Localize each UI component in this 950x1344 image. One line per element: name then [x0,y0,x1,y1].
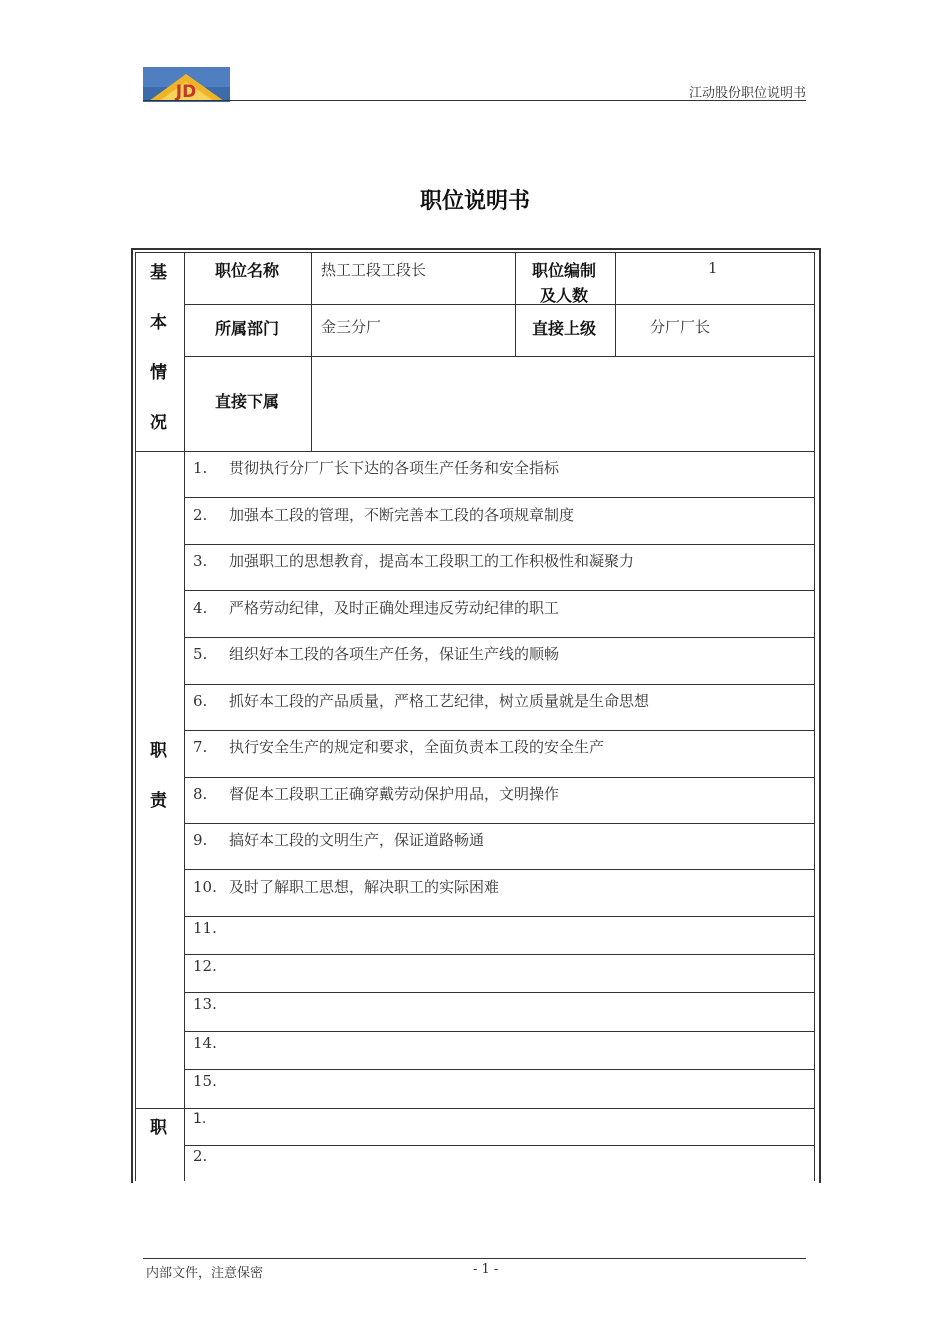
duty-text: 抓好本工段的产品质量，严格工艺纪律，树立质量就是生命思想 [229,692,650,710]
authority-num: 2. [193,1147,208,1165]
grid-line [184,304,814,305]
section-label-basic-4: 况 [150,413,167,433]
duty-text: 贯彻执行分厂厂长下达的各项生产任务和安全指标 [229,459,560,477]
grid-line [184,1031,814,1032]
grid-line [184,869,814,870]
grid-line [184,954,814,955]
grid-line [135,451,815,452]
duty-text: 组织好本工段的各项生产任务，保证生产线的顺畅 [229,645,560,663]
duty-num: 10. [193,878,217,896]
duty-item [193,957,229,975]
grid-line [184,637,814,638]
duty-text: 及时了解职工思想，解决职工的实际困难 [229,878,500,896]
section-label-basic-2: 本 [150,313,167,333]
department-value: 金三分厂 [321,318,382,336]
duty-num: 7. [193,738,208,756]
duty-num: 13. [193,995,217,1013]
header-rule [143,100,806,101]
authority-num: 1. [193,1111,207,1127]
section-label-duties-2: 责 [150,791,167,811]
duty-text: 督促本工段职工正确穿戴劳动保护用品，文明操作 [229,785,560,803]
grid-line [135,1108,815,1109]
duty-text: 加强本工段的管理，不断完善本工段的各项规章制度 [229,506,575,524]
department-label: 所属部门 [215,319,280,338]
duty-item [193,504,574,525]
duty-item [193,1034,229,1052]
section-label-authority: 职 [150,1118,167,1138]
duty-num: 6. [193,692,208,710]
headcount-label-line1: 职位编制 [532,261,597,280]
grid-line [184,1069,814,1070]
grid-line [184,497,814,498]
label-column-divider [184,252,185,1181]
duty-text: 执行安全生产的规定和要求，全面负责本工段的安全生产 [229,738,605,756]
duty-item [193,690,649,711]
duty-item [193,550,634,571]
duty-num: 9. [193,831,208,849]
grid-line [184,730,814,731]
footer-confidential: 内部文件，注意保密 [146,1266,264,1281]
header-title: 江动股份职位说明书 [688,86,806,101]
grid-line [311,252,312,451]
position-name-label: 职位名称 [215,261,280,280]
duty-num: 2. [193,506,208,524]
grid-line [184,1145,814,1146]
duty-item [193,457,559,478]
logo-text: JD [175,82,197,102]
page-number: - 1 - [473,1262,499,1277]
grid-line [184,356,814,357]
supervisor-label: 直接上级 [532,319,597,338]
authority-item [193,1147,229,1165]
duty-num: 12. [193,957,217,975]
grid-line [184,823,814,824]
duty-item [193,643,559,664]
position-name-value: 热工工段工段长 [321,261,427,279]
grid-line [184,590,814,591]
duty-num: 8. [193,785,208,803]
headcount-value: 1 [708,259,718,277]
duty-text: 搞好本工段的文明生产，保证道路畅通 [229,831,485,849]
company-logo [143,67,230,102]
grid-line [184,544,814,545]
duty-num: 15. [193,1072,217,1090]
section-label-duties-1: 职 [150,741,167,761]
duty-item [193,597,559,618]
duty-num: 3. [193,552,208,570]
duty-item [193,919,229,937]
duty-item [193,1072,229,1090]
table-inner-top [135,252,815,253]
duty-item [193,995,229,1013]
duty-num: 1. [193,459,208,477]
duty-num: 5. [193,645,208,663]
footer-rule [143,1258,806,1259]
duty-item [193,736,604,757]
grid-line [184,916,814,917]
subordinates-label: 直接下属 [215,392,280,411]
duty-num: 11. [193,919,217,937]
grid-line [184,992,814,993]
grid-line [184,684,814,685]
section-label-basic-3: 情 [150,363,167,383]
supervisor-value: 分厂厂长 [650,318,711,336]
section-label-basic-1: 基 [150,263,167,283]
duty-item [193,876,499,897]
grid-line [184,777,814,778]
duty-num: 14. [193,1034,217,1052]
authority-item [193,1111,229,1127]
duty-text: 严格劳动纪律，及时正确处理违反劳动纪律的职工 [229,599,560,617]
table-inner-left [135,252,136,1181]
duty-item [193,829,484,850]
duty-num: 4. [193,599,208,617]
duty-item [193,783,559,804]
headcount-label-line2: 及人数 [540,286,589,305]
table-inner-right [814,252,815,1181]
page-title: 职位说明书 [419,189,530,214]
duty-text: 加强职工的思想教育，提高本工段职工的工作积极性和凝聚力 [229,552,635,570]
